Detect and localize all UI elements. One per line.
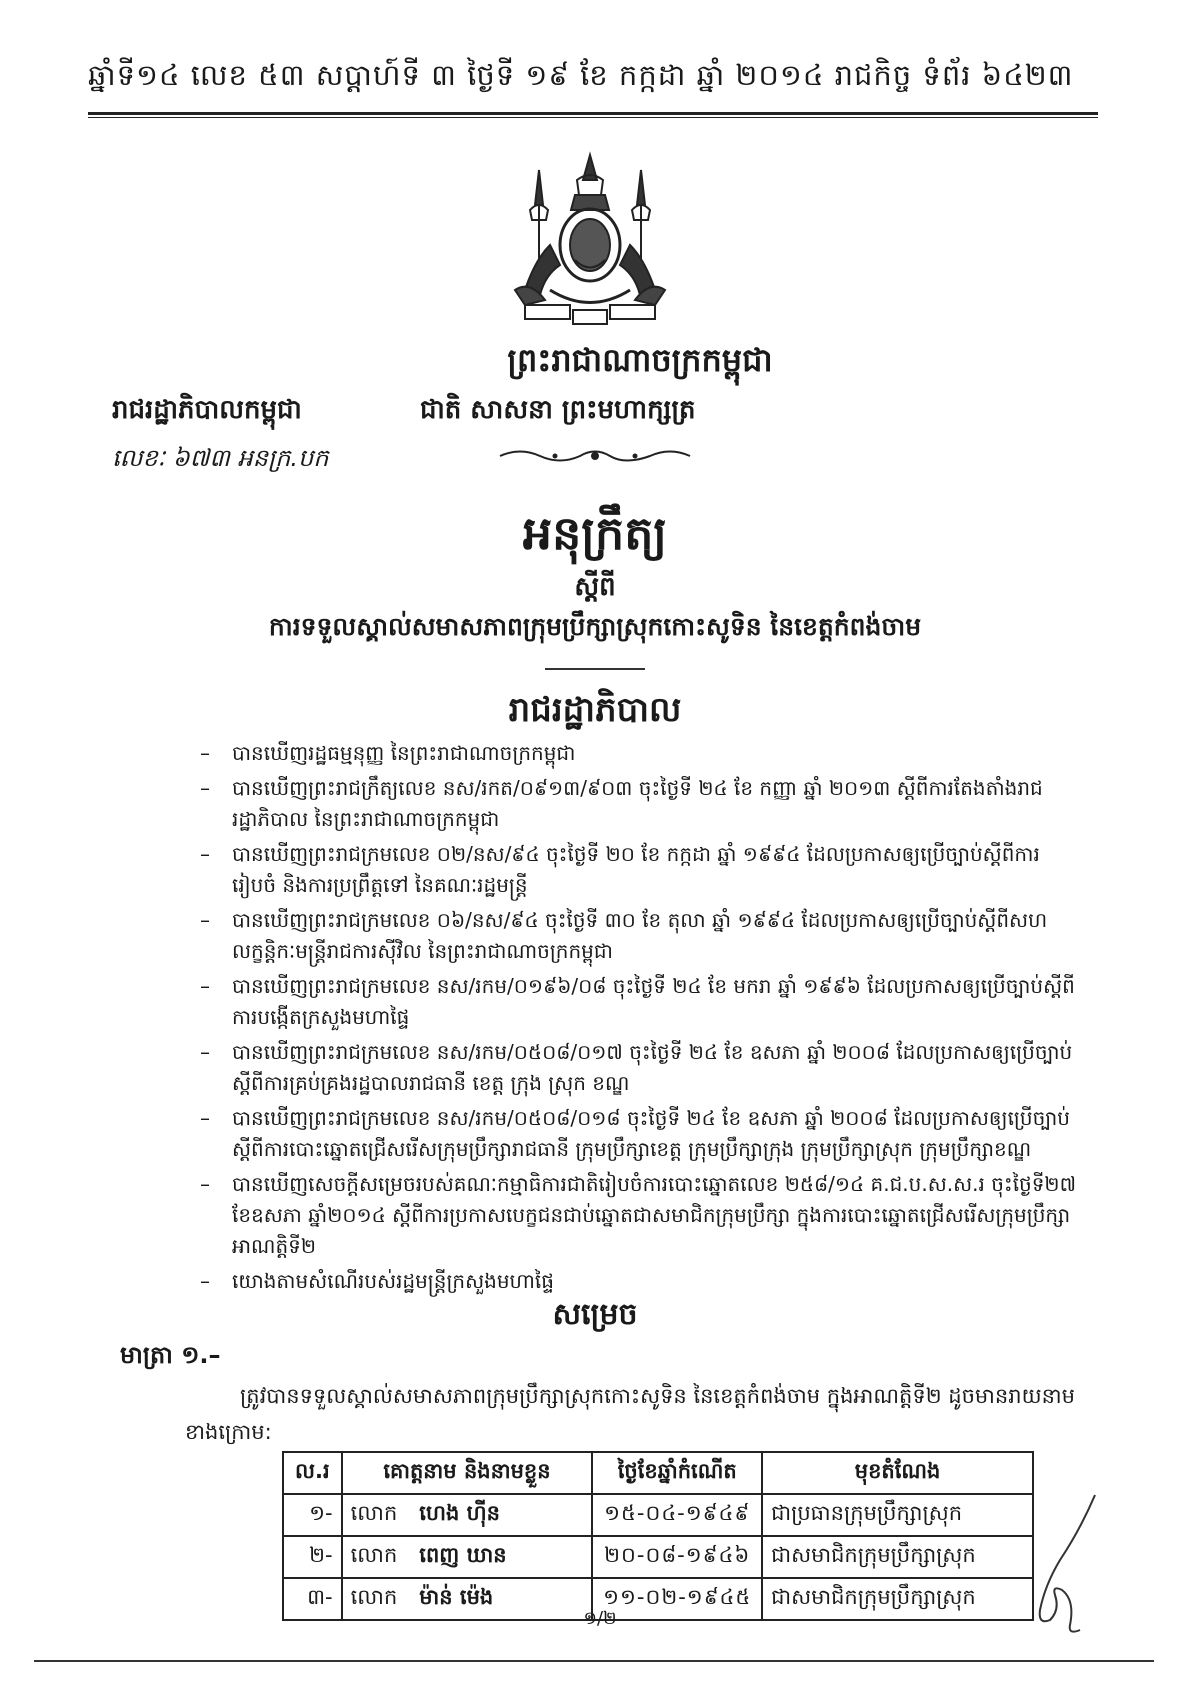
- member-dob: ១១-០២-១៩៤៥: [592, 1578, 762, 1620]
- document-type: អនុក្រឹត្យ: [522, 506, 668, 560]
- column-header-dob: ថ្ងៃខែឆ្នាំកំណើត: [592, 1452, 762, 1494]
- consideration-text: បានឃើញព្រះរាជក្រមលេខ នស/រកម/០៥០៨/០១៧ ចុះថ្ងៃទី ២៤ ខែ ឧសភា ឆ្នាំ ២០០៨ ដែលប្រកាសឲ្យប្រើច្បាប់ស្ដីពីការគ្រប់គ្រងរដ្ឋបាលរាជធានី ខេត្ត ក្រុង ស្រុក ខណ្ឌ: [232, 1040, 1073, 1095]
- article-label: មាត្រា ១.–: [120, 1341, 221, 1369]
- issuing-authority: រាជរដ្ឋាភិបាល: [508, 690, 682, 730]
- member-title: លោក: [350, 1500, 398, 1525]
- consideration-text: យោងតាមសំណើរបស់រដ្ឋមន្ត្រីក្រសួងមហាផ្ទៃ: [232, 1269, 554, 1293]
- footer-rule: [34, 1660, 1154, 1662]
- member-title: លោក: [350, 1542, 398, 1567]
- consideration-text: បានឃើញព្រះរាជក្រមលេខ ០៦/នស/៩៤ ចុះថ្ងៃទី ៣០ ខែ តុលា ឆ្នាំ ១៩៩៤ ដែលប្រកាសឲ្យប្រើច្បាប់ស្ដីពីសហលក្ខន្តិកៈមន្ត្រីរាជការស៊ីវិល នៃព្រះរាជាណាចក្រកម្ពុជា: [232, 908, 1048, 963]
- considerations-list: [200, 738, 1080, 1301]
- royal-coat-of-arms-icon: [505, 150, 675, 330]
- row-number: ២-: [283, 1536, 342, 1578]
- consideration-text: បានឃើញព្រះរាជក្រមលេខ ០២/នស/៩៤ ចុះថ្ងៃទី ២០ ខែ កក្កដា ឆ្នាំ ១៩៩៤ ដែលប្រកាសឲ្យប្រើច្បាប់ស្ដីពីការរៀបចំ និងការប្រព្រឹត្តទៅ នៃគណៈរដ្ឋមន្ត្រី: [232, 842, 1040, 897]
- list-item: – បានឃើញព្រះរាជក្រមលេខ ០២/នស/៩៤ ចុះថ្ងៃទី ២០ ខែ កក្កដា ឆ្នាំ ១៩៩៤ ដែលប្រកាសឲ្យប្រើច្បាប់ស្ដីពីការរៀបចំ និងការប្រព្រឹត្តទៅ នៃគណៈរដ្ឋមន្ត្រី: [200, 842, 1040, 897]
- member-name: ហេង ហ៊ីន: [419, 1500, 500, 1525]
- member-title: លោក: [350, 1584, 398, 1609]
- member-name-cell: [342, 1494, 593, 1536]
- table-row: [283, 1494, 1033, 1536]
- council-members-table: [282, 1451, 1034, 1621]
- member-role: ជាសមាជិកក្រុមប្រឹក្សាស្រុក: [762, 1536, 1033, 1578]
- member-role: ជាសមាជិកក្រុមប្រឹក្សាស្រុក: [762, 1578, 1033, 1620]
- list-item: – យោងតាមសំណើរបស់រដ្ឋមន្ត្រីក្រសួងមហាផ្ទៃ: [200, 1269, 554, 1293]
- list-item: – បានឃើញរដ្ឋធម្មនុញ្ញ នៃព្រះរាជាណាចក្រកម្ពុជា: [200, 741, 576, 765]
- national-motto: ជាតិ សាសនា ព្រះមហាក្សត្រ: [420, 395, 696, 425]
- header-rule: [88, 112, 1098, 118]
- list-item: – បានឃើញសេចក្ដីសម្រេចរបស់គណៈកម្មាធិការជាតិរៀបចំការបោះឆ្នោតលេខ ២៥៨/១៤ គ.ជ.ប.ស.ស.រ ចុះថ្ងៃទី២៧ ខែឧសភា ឆ្នាំ២០១៤ ស្ដីពីការប្រកាសបេក្ខជនជាប់ឆ្នោតជាសមាជិកក្រុមប្រឹក្សា ក្នុងការបោះឆ្នោតជ្រើសរើសក្រុមប្រឹក្សា អាណត្តិទី២: [200, 1172, 1076, 1258]
- article-body: [185, 1378, 1085, 1450]
- list-item: – បានឃើញព្រះរាជក្រមលេខ នស/រកម/០៥០៨/០១៧ ចុះថ្ងៃទី ២៤ ខែ ឧសភា ឆ្នាំ ២០០៨ ដែលប្រកាសឲ្យប្រើច្បាប់ស្ដីពីការគ្រប់គ្រងរដ្ឋបាលរាជធានី ខេត្ត ក្រុង ស្រុក ខណ្ឌ: [200, 1040, 1073, 1095]
- member-name: ពេញ ឃាន: [419, 1542, 507, 1567]
- kingdom-title: ព្រះរាជាណាចក្រកម្ពុជា: [507, 341, 773, 379]
- consideration-text: បានឃើញព្រះរាជក្រមលេខ នស/រកម/០៥០៨/០១៨ ចុះថ្ងៃទី ២៤ ខែ ឧសភា ឆ្នាំ ២០០៨ ដែលប្រកាសឲ្យប្រើច្បាប់ស្ដីពីការបោះឆ្នោតជ្រើសរើសក្រុមប្រឹក្សារាជធានី ក្រុមប្រឹក្សាខេត្ត ក្រុមប្រឹក្សាក្រុង ក្រុមប្រឹក្សាស្រុក ក្រុមប្រឹក្សាខណ្ឌ: [232, 1106, 1070, 1161]
- gazette-header: ឆ្នាំទី១៤ លេខ ៥៣ សប្ដាហ៍ទី ៣ ថ្ងៃទី ១៩ ខែ កក្កដា ឆ្នាំ ២០១៤ រាជកិច្ច ទំព័រ ៦៤២៣: [88, 58, 1074, 92]
- list-item: – បានឃើញព្រះរាជក្រមលេខ នស/រកម/០១៩៦/០៨ ចុះថ្ងៃទី ២៤ ខែ មករា ឆ្នាំ ១៩៩៦ ដែលប្រកាសឲ្យប្រើច្បាប់ស្ដីពីការបង្កើតក្រសួងមហាផ្ទៃ: [200, 974, 1075, 1029]
- motto-ornament-icon: [495, 445, 695, 467]
- document-concerning: ស្ដីពី: [574, 572, 616, 602]
- column-header-name: គោត្តនាម និងនាមខ្លួន: [342, 1452, 593, 1494]
- page-number: ១/២: [583, 1608, 617, 1629]
- document-subject: ការទទួលស្គាល់សមាសភាពក្រុមប្រឹក្សាស្រុកកោះសូទិន នៃខេត្តកំពង់ចាម: [268, 612, 922, 641]
- list-item: – បានឃើញព្រះរាជក្រមលេខ ០៦/នស/៩៤ ចុះថ្ងៃទី ៣០ ខែ តុលា ឆ្នាំ ១៩៩៤ ដែលប្រកាសឲ្យប្រើច្បាប់ស្ដីពីសហលក្ខន្តិកៈមន្ត្រីរាជការស៊ីវិល នៃព្រះរាជាណាចក្រកម្ពុជា: [200, 908, 1048, 963]
- handwritten-signature-icon: [1000, 1490, 1110, 1640]
- member-name-cell: [342, 1578, 593, 1620]
- member-name: ម៉ាន់ ម៉េង: [419, 1584, 494, 1609]
- subject-rule: [545, 668, 645, 670]
- table-header-row: [283, 1452, 1033, 1494]
- list-item: – បានឃើញព្រះរាជក្រមលេខ នស/រកម/០៥០៨/០១៨ ចុះថ្ងៃទី ២៤ ខែ ឧសភា ឆ្នាំ ២០០៨ ដែលប្រកាសឲ្យប្រើច្បាប់ស្ដីពីការបោះឆ្នោតជ្រើសរើសក្រុមប្រឹក្សារាជធានី ក្រុមប្រឹក្សាខេត្ត ក្រុមប្រឹក្សាក្រុង ក្រុមប្រឹក្សាស្រុក ក្រុមប្រឹក្សាខណ្ឌ: [200, 1106, 1070, 1161]
- table-row: [283, 1578, 1033, 1620]
- member-dob: ២០-០៨-១៩៤៦: [592, 1536, 762, 1578]
- member-role: ជាប្រធានក្រុមប្រឹក្សាស្រុក: [762, 1494, 1033, 1536]
- decision-heading: សម្រេច: [552, 1297, 638, 1332]
- column-header-position: មុខតំណែង: [762, 1452, 1033, 1494]
- article-text: ត្រូវបានទទួលស្គាល់សមាសភាពក្រុមប្រឹក្សាស្រុកកោះសូទិន នៃខេត្តកំពង់ចាម ក្នុងអាណត្តិទី២ ដូចមានរាយនាមខាងក្រោម:: [185, 1384, 1075, 1444]
- consideration-text: បានឃើញសេចក្ដីសម្រេចរបស់គណៈកម្មាធិការជាតិរៀបចំការបោះឆ្នោតលេខ ២៥៨/១៤ គ.ជ.ប.ស.ស.រ ចុះថ្ងៃទី២៧ ខែឧសភា ឆ្នាំ២០១៤ ស្ដីពីការប្រកាសបេក្ខជនជាប់ឆ្នោតជាសមាជិកក្រុមប្រឹក្សា ក្នុងការបោះឆ្នោតជ្រើសរើសក្រុមប្រឹក្សា អាណត្តិទី២: [232, 1172, 1076, 1258]
- table-row: [283, 1536, 1033, 1578]
- row-number: ១-: [283, 1494, 342, 1536]
- row-number: ៣-: [283, 1578, 342, 1620]
- consideration-text: បានឃើញរដ្ឋធម្មនុញ្ញ នៃព្រះរាជាណាចក្រកម្ពុជា: [232, 741, 576, 765]
- consideration-text: បានឃើញព្រះរាជក្រមលេខ នស/រកម/០១៩៦/០៨ ចុះថ្ងៃទី ២៤ ខែ មករា ឆ្នាំ ១៩៩៦ ដែលប្រកាសឲ្យប្រើច្បាប់ស្ដីពីការបង្កើតក្រសួងមហាផ្ទៃ: [232, 974, 1075, 1029]
- member-name-cell: [342, 1536, 593, 1578]
- list-item: – បានឃើញព្រះរាជក្រឹត្យលេខ នស/រកត/០៩១៣/៩០៣ ចុះថ្ងៃទី ២៤ ខែ កញ្ញា ឆ្នាំ ២០១៣ ស្ដីពីការតែងតាំងរាជរដ្ឋាភិបាល នៃព្រះរាជាណាចក្រកម្ពុជា: [200, 776, 1043, 831]
- consideration-text: បានឃើញព្រះរាជក្រឹត្យលេខ នស/រកត/០៩១៣/៩០៣ ចុះថ្ងៃទី ២៤ ខែ កញ្ញា ឆ្នាំ ២០១៣ ស្ដីពីការតែងតាំងរាជរដ្ឋាភិបាល នៃព្រះរាជាណាចក្រកម្ពុជា: [232, 776, 1043, 831]
- member-dob: ១៥-០៤-១៩៤៩: [592, 1494, 762, 1536]
- government-label: រាជរដ្ឋាភិបាលកម្ពុជា: [112, 395, 302, 425]
- column-header-number: ល.រ: [283, 1452, 342, 1494]
- reference-number: លេខៈ ៦៧៣ អនក្រ.បក: [112, 444, 329, 472]
